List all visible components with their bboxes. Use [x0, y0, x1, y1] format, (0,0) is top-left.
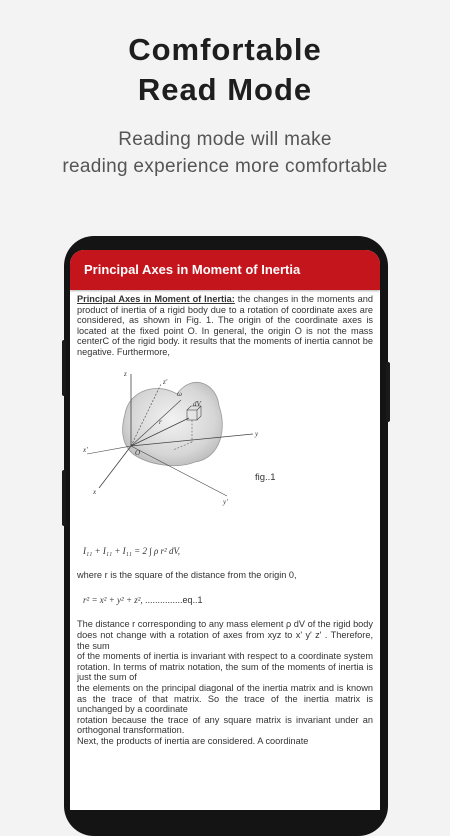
promo-title-line2: Read Mode: [137, 72, 313, 107]
inertia-figure: [77, 362, 373, 522]
paragraph: [77, 294, 373, 358]
svg-text:dV: dV: [193, 399, 201, 408]
phone-side-button: [386, 362, 390, 422]
equation-tag: ...............eq..1: [145, 594, 203, 605]
svg-text:x': x': [83, 445, 88, 454]
x-prime-axis: [87, 446, 131, 454]
equation: [83, 595, 373, 606]
promo-subtitle-line2: reading experience more comfortable: [62, 156, 388, 177]
phone-side-button: [62, 470, 66, 526]
paragraph: the elements on the principal diagonal of the inertia matrix and is known as the trace of that matrix. So the trace of the inertia matrix is unchanged by a coordinate: [77, 682, 373, 715]
article-title: Principal Axes in Moment of Inertia: [84, 262, 301, 277]
promo-title-line1: Comfortable: [128, 32, 322, 67]
article-body[interactable]: [70, 290, 380, 746]
x-axis: [99, 446, 131, 488]
figure-caption: fig..1: [255, 471, 276, 483]
svg-text:y': y': [223, 497, 228, 506]
paragraph: The distance r corresponding to any mass element ρ dV of the rigid body does not change with a rotation of axes from xyz to x' y' z' . Therefore, the sum: [77, 619, 373, 651]
paragraph: Next, the products of inertia are considered. A coordinate: [77, 735, 309, 746]
paragraph: where r is the square of the distance from the origin 0,: [77, 570, 297, 581]
svg-text:r: r: [159, 417, 162, 426]
svg-text:z: z: [124, 369, 127, 378]
phone-screen: [70, 250, 380, 810]
paragraph: of the moments of inertia is invariant with respect to a coordinate system rotation. In terms of matrix notation, the sum of the moments of inertia is just the sum of: [77, 651, 373, 683]
paragraph: rotation because the trace of any square matrix is invariant under an orthogonal transformation.: [77, 714, 373, 736]
paragraph-text: the changes in the moments and product of inertia of a rigid body due to a rotation of coordinate axes are considered, as shown in Fig. 1. The origin of the coordinate axes is located at the fixed point O. In general, the origin O is not the mass centerC of the rigid body. it results that the moments of inertia cannot be negative. Furthermore,: [77, 294, 373, 357]
svg-text:ω: ω: [177, 389, 182, 398]
svg-text:O: O: [135, 448, 141, 457]
svg-text:y: y: [255, 429, 259, 438]
svg-text:z': z': [163, 377, 168, 386]
svg-text:x: x: [93, 487, 97, 496]
rigid-body-diagram: [77, 362, 373, 522]
promo-subtitle-line1: Reading mode will make: [118, 129, 332, 150]
equation-text: r² = x² + y² + z²,: [83, 594, 143, 605]
phone-side-button: [62, 340, 66, 396]
promo-subtitle: [0, 126, 450, 180]
article-lead: Principal Axes in Moment of Inertia:: [77, 294, 235, 304]
app-bar: [70, 250, 380, 290]
equation: I₁₁ + I₁₁ + I₁₁ = 2 ∫ ρ r² dV,: [83, 545, 181, 556]
promo-title: [0, 30, 450, 110]
